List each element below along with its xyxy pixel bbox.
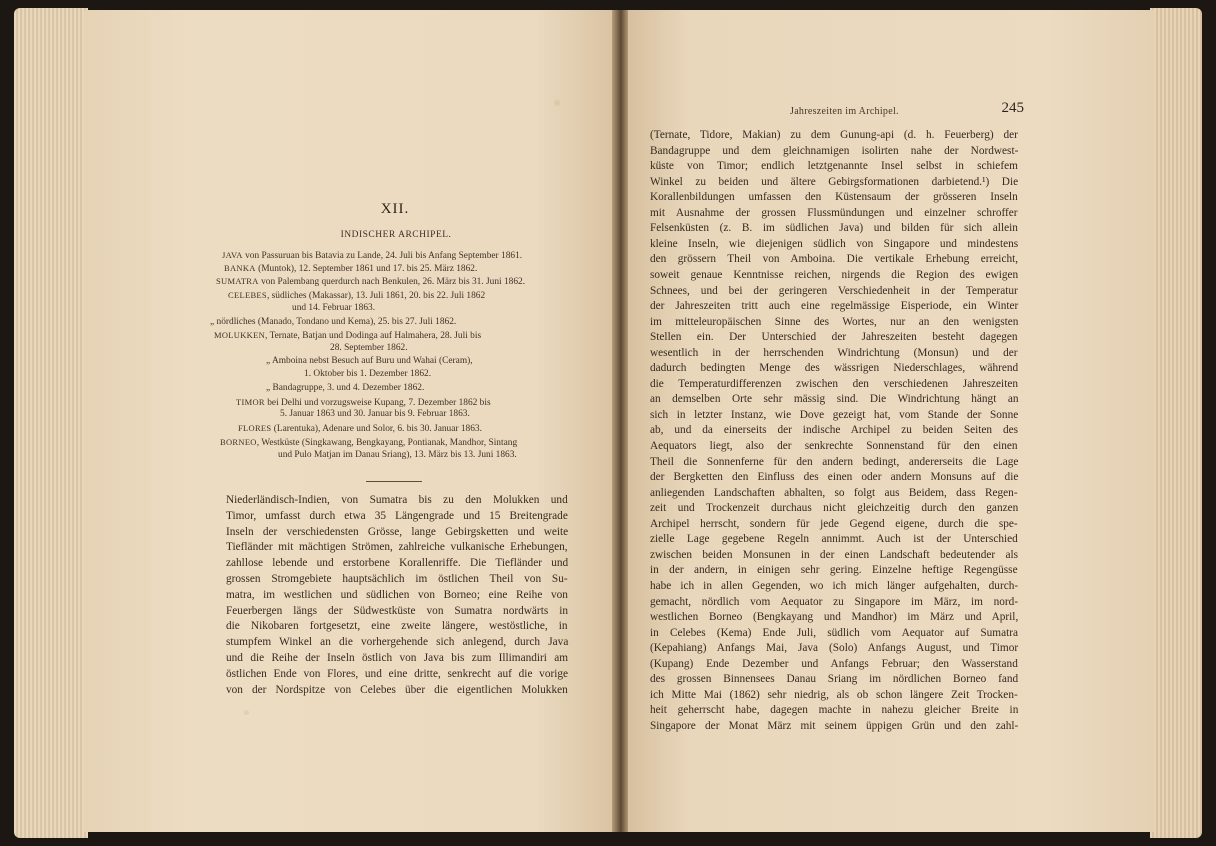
itinerary-text: , Westküste (Singkawang, Bengkayang, Pontianak, Mandhor, Sintang (256, 438, 518, 448)
body-line: Singapore der Monat März mit seinem üppigen Grün und den zahl- (650, 719, 1019, 732)
itinerary-text: (Larentuka), Adenare und Solor, 6. bis 30. Januar 1863. (271, 424, 482, 434)
itinerary-text: und Pulo Matjan im Danau Sriang), 13. März bis 13. Juni 1863. (278, 450, 517, 460)
body-line: zwischen beiden Monsunen in der einen Landschaft bedeutender als (650, 548, 1019, 561)
itinerary-text: 28. September 1862. (330, 343, 408, 353)
body-line: sich in letzter Instanz, wie Dove gezeigt hat, vom Stande der Sonne (650, 408, 1019, 421)
body-line: den grössern Theil von Amboina. Die vertikale Erhebung erreicht, (650, 253, 1019, 266)
body-line: westlichen Borneo (Bengkayang und Mandhor) im März und April, (650, 611, 1019, 624)
body-line: der Bergketten den Einfluss des einen oder andern Monsuns auf die (650, 471, 1019, 484)
itinerary-place: SUMATRA (216, 276, 259, 286)
itinerary-line (228, 289, 485, 302)
itinerary-line (330, 342, 408, 354)
itinerary-line (266, 355, 473, 367)
itinerary-line (222, 249, 522, 262)
body-line: Schnees, und bei der geringeren Verschiedenheit in der Temperatur (650, 284, 1018, 297)
body-line: die Nikobaren fortgesetzt, eine zweite längere, westöstliche, in (226, 620, 568, 633)
body-line: Korallenbildungen umfassen den Küstensaum der grösseren Inseln (650, 191, 1018, 204)
itinerary-text: , Ternate, Batjan und Dodinga auf Halmahera, 28. Juli bis (265, 331, 482, 341)
itinerary-text: „ nördliches (Manado, Tondano und Kema), 25. bis 27. Juli 1862. (210, 317, 457, 327)
body-line: (Kepahiang) Anfangs Mai, Java (Solo) Anfangs August, und Timor (650, 642, 1019, 655)
body-line: der Jahreszeiten tritt auch eine regelmässige Eisperiode, ein Winter (650, 300, 1019, 313)
body-line: Inseln der verschiedensten Grösse, lange Gebirgsketten und weite (226, 525, 569, 538)
itinerary-text: von Passuruan bis Batavia zu Lande, 24. Juli bis Anfang September 1861. (242, 251, 523, 261)
body-line: an demselben Orte sehr mässig sind. Die Windrichtung hängt an (650, 393, 1019, 406)
body-line: des grossen Binnensees Danau Sriang im nördlichen Borneo fand (650, 673, 1019, 686)
itinerary-line (224, 262, 477, 275)
body-line: in Celebes (Kema) Ende Juli, südlich vom Aequator auf Sumatra (650, 626, 1019, 639)
body-line: stumpfem Winkel an die vorhergehende sich anlegend, durch Java (226, 636, 569, 649)
body-line: Timor, umfasst durch etwa 35 Längengrade und 15 Breitengrade (226, 509, 568, 522)
body-line: gemacht, nördlich vom Aequator zu Singapore im März, im nord- (650, 595, 1019, 608)
itinerary-line (292, 302, 375, 314)
body-line: Stellen ein. Der Unterschied der Jahreszeiten besteht dagegen (650, 331, 1018, 344)
chapter-number: XII. (380, 201, 410, 217)
section-divider (366, 481, 422, 482)
book-gutter (612, 10, 628, 832)
itinerary-text: (Muntok), 12. September 1861 und 17. bis 25. März 1862. (255, 264, 478, 274)
left-page-edges (14, 8, 88, 838)
itinerary-place: CELEBES (228, 290, 267, 300)
body-line: ab, und da einerseits der indische Archipel zu beiden Seiten des (650, 424, 1019, 437)
body-line: küste von Timor; endlich letztgenannte Insel selbst in schiefem (650, 160, 1018, 173)
body-line: ich Mitte Mai (1862) sehr niedrig, als ob schon längere Zeit Trocken- (650, 688, 1018, 701)
itinerary-place: BORNEO (220, 437, 257, 447)
body-line: dadurch bedingten Menge des wässrigen Niederschlages, während (650, 362, 1019, 375)
left-page (84, 10, 614, 832)
itinerary-line (266, 382, 424, 394)
itinerary-place: BANKA (224, 263, 256, 273)
chapter-title: INDISCHER ARCHIPEL. (340, 230, 452, 240)
right-page-edges (1150, 8, 1202, 838)
body-line: zeit und Trockenzeit durchaus nicht gleichzeitig durch den ganzen (650, 502, 1019, 515)
itinerary-text: 5. Januar 1863 und 30. Januar bis 9. Februar 1863. (280, 409, 470, 419)
body-line: zielle Lage gegebene Regeln annimmt. Auch ist der Unterschied (650, 533, 1018, 546)
running-head: Jahreszeiten im Archipel. (790, 106, 899, 117)
itinerary-text: „ Amboina nebst Besuch auf Buru und Wahai (Ceram), (266, 356, 473, 366)
itinerary-line (278, 449, 517, 461)
body-line: soweit genaue Kenntnisse reichen, nirgends die Region des ewigen (650, 268, 1019, 281)
body-line: mit Ausnahme der grossen Flussmündungen und einzelner schroffer (650, 206, 1018, 219)
paper-spot (554, 100, 560, 106)
body-line: und die Reihe der Inseln östlich von Java bis zum Illimandiri am (226, 652, 569, 664)
body-line: grossen Stromgebiete hauptsächlich im östlichen Theil von Su- (226, 573, 568, 585)
body-line: Theil die Sonnenferne für den andern bedingt, andererseits die Lage (650, 455, 1019, 468)
body-line: (Kupang) Ende Dezember und Anfangs Februar; den Wasserstand (650, 657, 1018, 670)
body-line: zahllose lebende und erstorbene Korallenriffe. Die Tiefländer und (226, 557, 569, 570)
body-line: (Ternate, Tidore, Makian) zu dem Gunung-api (d. h. Feuerberg) der (650, 129, 1018, 141)
itinerary-text: bei Delhi und vorzugsweise Kupang, 7. Dezember 1862 bis (264, 398, 491, 408)
page-number: 245 (1001, 100, 1024, 116)
itinerary-text: von Palembang querdurch nach Benkulen, 26. März bis 31. Juni 1862. (258, 277, 526, 287)
body-line: östlichen Ende von Flores, und eine dritte, senkrecht auf die vorige (226, 667, 569, 680)
body-line: im mitteleuropäischen Sinne des Wortes, nur an den wenigsten (650, 315, 1019, 328)
itinerary-line (214, 329, 481, 342)
body-line: Aequators liegt, also der senkrechte Sonnenstand für den einen (650, 440, 1018, 452)
body-line: habe ich in allen Gegenden, wo ich mich länger aufgehalten, durch- (650, 579, 1019, 592)
body-line: Niederländisch-Indien, von Sumatra bis zu den Molukken und (226, 494, 568, 506)
body-line: Felsenküsten (z. B. im südlichen Java) und bilden für sich allein (650, 222, 1018, 235)
itinerary-place: MOLUKKEN (214, 330, 266, 340)
body-line: Archipel herrscht, sondern für jede Gegend eigene, durch die spe- (650, 517, 1018, 530)
itinerary-line (304, 368, 431, 380)
itinerary-text: und 14. Februar 1863. (292, 303, 376, 313)
itinerary-text: , südliches (Makassar), 13. Juli 1861, 20. bis 22. Juli 1862 (266, 291, 486, 301)
body-line: die Temperaturdifferenzen zwischen den verschiedenen Jahreszeiten (650, 377, 1018, 390)
itinerary-line (216, 275, 525, 288)
body-line: Winkel zu beiden und ältere Gebirgsformationen darbietend.¹) Die (650, 175, 1019, 188)
body-line: heit geherrscht habe, dagegen machte in nahezu gleicher Breite in (650, 704, 1019, 717)
body-line: in der andern, in einigen sehr gering. Einzelne heftige Regengüsse (650, 564, 1018, 577)
itinerary-place: FLORES (238, 423, 272, 433)
itinerary-line (210, 316, 456, 328)
itinerary-line (280, 408, 470, 420)
paper-spot (244, 710, 249, 715)
body-line: kleine Inseln, wie diejenigen südlich von Singapore und mindestens (650, 237, 1019, 250)
body-line: wesentlich in der herrschenden Windrichtung (Monsun) und der (650, 346, 1018, 359)
itinerary-line (238, 422, 482, 435)
body-line: von der Nordspitze von Celebes über die eigentlichen Molukken (226, 683, 568, 696)
itinerary-place: TIMOR (236, 397, 265, 407)
itinerary-text: 1. Oktober bis 1. Dezember 1862. (304, 369, 432, 379)
body-line: Feuerbergen längs der Südwestküste von Sumatra nordwärts in (226, 604, 568, 617)
itinerary-text: „ Bandagruppe, 3. und 4. Dezember 1862. (266, 383, 425, 393)
itinerary-line (220, 436, 517, 449)
body-line: Tiefländer mit mächtigen Strömen, zahlreiche vulkanische Erhebungen, (226, 541, 568, 554)
itinerary-place: JAVA (222, 250, 243, 260)
body-line: matra, im westlichen und südlichen von Borneo; eine Reihe von (226, 588, 568, 601)
body-line: Bandagruppe und dem gleichnamigen isolirten nahe der Nordwest- (650, 144, 1019, 157)
body-line: anliegenden Landschaften abhalten, so folgt aus Beidem, dass Regen- (650, 486, 1018, 499)
